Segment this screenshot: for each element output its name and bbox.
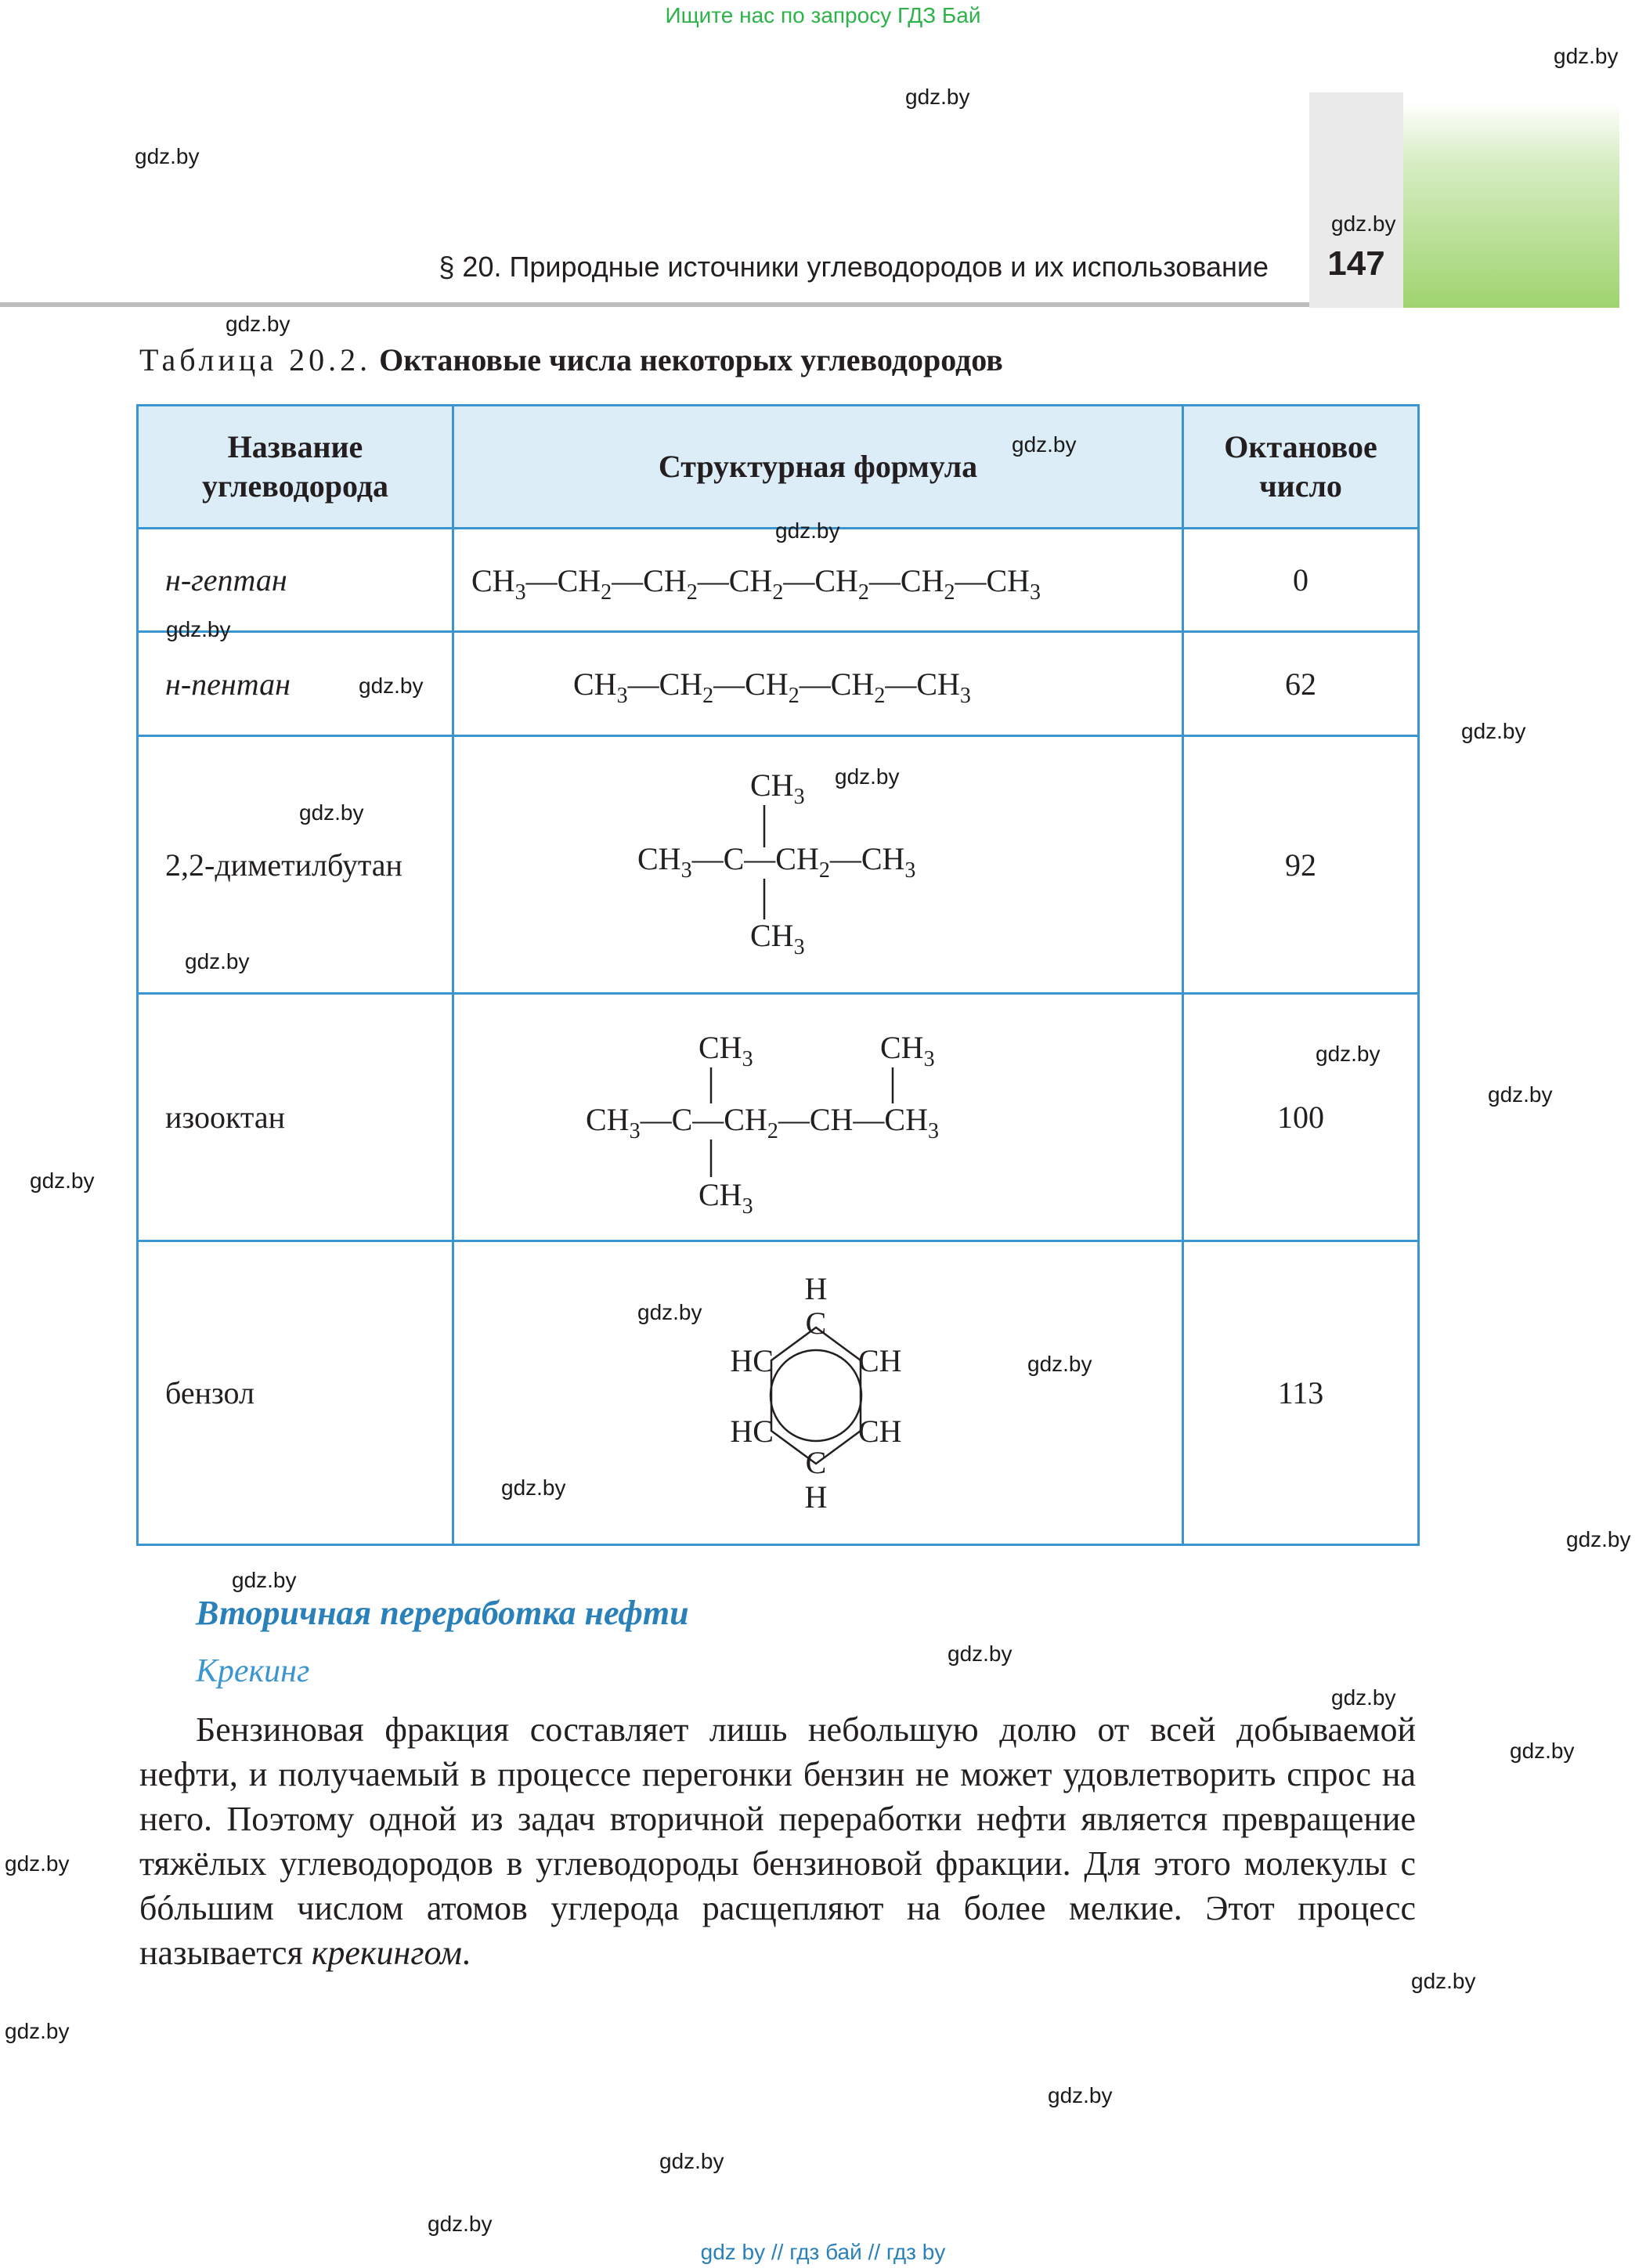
watermark: gdz.by	[1027, 1352, 1092, 1376]
top-h: H	[804, 1271, 828, 1306]
header-octane-number: Октановое число	[1183, 406, 1419, 529]
watermark: gdz.by	[135, 144, 200, 168]
watermark: gdz.by	[1411, 1969, 1476, 1993]
watermark: gdz.by	[905, 85, 970, 109]
quaternary-top-methyl: $CH_3$	[698, 1030, 753, 1071]
benzene-ring	[771, 1327, 861, 1464]
quaternary-bottom-methyl: $CH_3$	[698, 1177, 753, 1219]
hydrocarbon-name: изооктан	[138, 994, 453, 1241]
table-row	[138, 529, 1419, 632]
isooctane-formula	[454, 995, 1184, 1239]
structural-formula	[453, 632, 1183, 736]
table-row	[138, 994, 1419, 1241]
table-row	[138, 632, 1419, 736]
header-hydrocarbon-name: Название углеводорода	[138, 406, 453, 529]
header-structural-formula: Структурная формула	[453, 406, 1183, 529]
table-caption-title: Октановые числа некоторых углеводородов	[379, 342, 1003, 377]
watermark: gdz.by	[1316, 1042, 1381, 1066]
decorative-green-block	[1403, 102, 1619, 308]
formula-chain: $CH_3—CH_2—CH_2—CH_2—CH_3$	[573, 666, 971, 708]
top-methyl: $CH_3$	[750, 767, 805, 809]
watermark: gdz.by	[1554, 44, 1619, 68]
watermark: gdz.by	[1488, 1082, 1553, 1107]
hydrocarbon-name	[138, 529, 453, 632]
watermark: gdz.by	[428, 2212, 493, 2236]
tertiary-top-methyl: $CH_3$	[880, 1030, 935, 1071]
watermark: gdz.by	[5, 2019, 70, 2043]
main-chain: $CH_3—C—CH_2—CH_3$	[637, 841, 916, 883]
paragraph-end: .	[461, 1934, 471, 1972]
watermark: gdz.by	[166, 617, 231, 641]
dimethylbutane-formula	[454, 738, 1184, 991]
watermark: gdz.by	[1566, 1527, 1631, 1551]
lower-right-ch: CH	[858, 1414, 902, 1449]
watermark: gdz.by	[948, 1641, 1013, 1666]
watermark: gdz.by	[185, 949, 250, 973]
name-text: н-пентан	[165, 666, 291, 702]
structural-formula	[453, 529, 1183, 632]
section-heading: Вторичная переработка нефти	[196, 1594, 689, 1632]
structural-formula	[453, 736, 1183, 994]
hydrocarbon-name: бензол	[138, 1241, 453, 1545]
bottom-c: C	[805, 1445, 827, 1480]
bottom-methyl: $CH_3$	[750, 918, 805, 959]
octane-number: 92	[1183, 736, 1419, 994]
table-caption-number: Таблица 20.2.	[139, 342, 372, 377]
watermark: gdz.by	[1331, 1685, 1396, 1710]
heptane-formula	[454, 530, 1184, 630]
structural-formula	[453, 994, 1183, 1241]
watermark: gdz.by	[232, 1568, 297, 1592]
paragraph-term: крекингом	[311, 1934, 462, 1972]
octane-number: 113	[1183, 1241, 1419, 1545]
table-row	[138, 1241, 1419, 1545]
table-header-row	[138, 406, 1419, 529]
watermark: gdz.by	[1048, 2083, 1113, 2107]
watermark: gdz.by	[30, 1168, 95, 1193]
page-number: 147	[1327, 244, 1385, 283]
watermark: gdz.by	[659, 2149, 724, 2173]
octane-number: 62	[1183, 632, 1419, 736]
subsection-heading: Крекинг	[196, 1653, 310, 1689]
top-c: C	[805, 1306, 827, 1341]
watermark: gdz.by	[1510, 1739, 1575, 1763]
octane-number: 100	[1183, 994, 1419, 1241]
octane-number: 0	[1183, 529, 1419, 632]
lower-left-hc: HC	[730, 1414, 774, 1449]
bottom-h: H	[804, 1479, 828, 1515]
watermark: gdz.by	[1331, 211, 1396, 236]
paragraph-text: Бензиновая фракция составляет лишь небольшую долю от всей добываемой нефти, и получаемый в процессе перегонки бензин не может удовлетворить спрос на него. Поэтому одной из задач вторичной переработки нефти является превращение тяжёлых углеводородов в углеводороды бензиновой фракции. Для этого молекулы с бóльшим числом атомов углерода расщепляют на более мелкие. Этот процесс называется	[139, 1710, 1416, 1972]
running-header: § 20. Природные источники углеводородов и их использование	[439, 251, 1269, 283]
watermark: gdz.by	[775, 518, 840, 543]
bottom-banner-link[interactable]: gdz by // гдз бай // гдз by	[700, 2240, 946, 2264]
table-caption	[139, 341, 1003, 378]
body-paragraph	[139, 1707, 1416, 1975]
upper-right-ch: CH	[858, 1343, 902, 1378]
header-rule	[0, 302, 1309, 307]
watermark: gdz.by	[5, 1851, 70, 1876]
main-chain: $CH_3—C—CH_2—CH—CH_3$	[586, 1102, 939, 1143]
pentane-formula	[454, 634, 1184, 734]
upper-left-hc: HC	[730, 1343, 774, 1378]
watermark: gdz.by	[1012, 432, 1077, 457]
watermark: gdz.by	[226, 312, 291, 336]
hydrocarbon-name: 2,2-диметилбутан	[138, 736, 453, 994]
watermark: gdz.by	[1461, 719, 1526, 743]
table-row	[138, 736, 1419, 994]
name-text: н-гептан	[165, 562, 287, 598]
top-banner-link[interactable]: Ищите нас по запросу ГДЗ Бай	[665, 3, 981, 27]
watermark: gdz.by	[501, 1475, 566, 1500]
formula-chain: $CH_3—CH_2—CH_2—CH_2—CH_2—CH_2—CH_3$	[471, 563, 1041, 605]
watermark: gdz.by	[299, 800, 364, 825]
aromatic-circle	[771, 1350, 861, 1441]
watermark: gdz.by	[637, 1300, 702, 1324]
watermark: gdz.by	[359, 674, 424, 698]
octane-number-table	[136, 404, 1420, 1546]
watermark: gdz.by	[835, 764, 900, 789]
